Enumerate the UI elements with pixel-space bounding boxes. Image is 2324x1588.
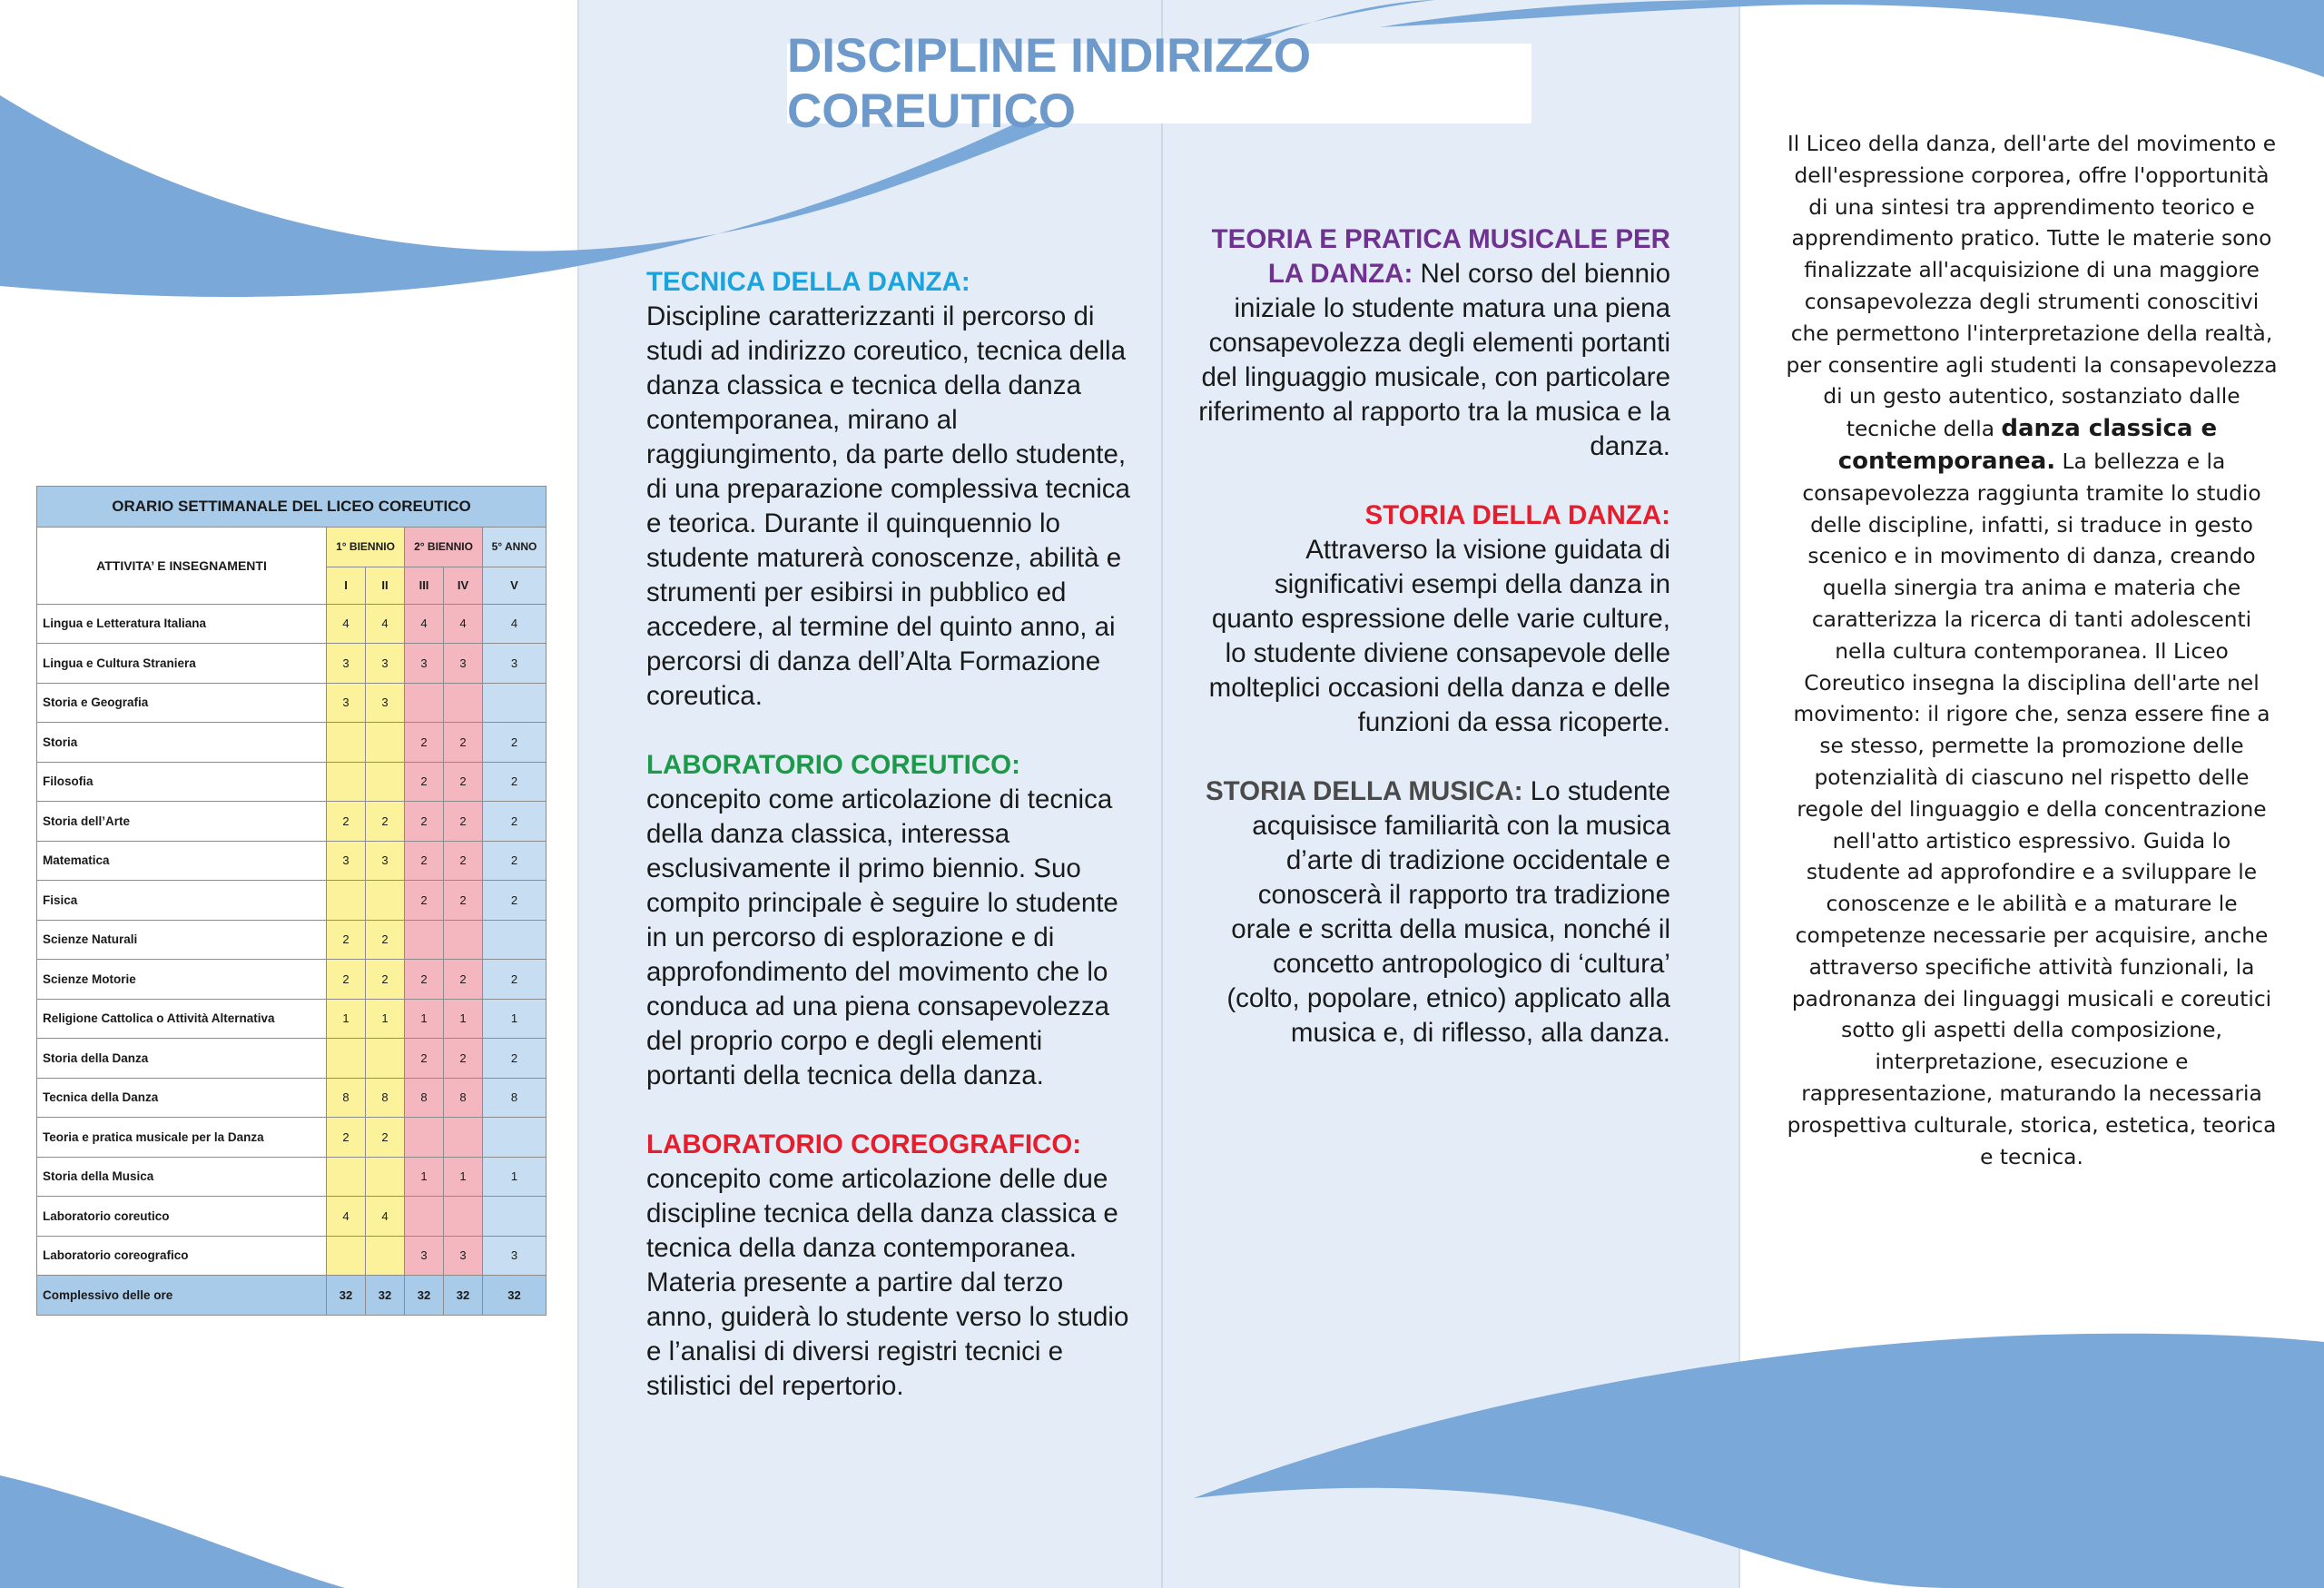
schedule-table (36, 486, 547, 1316)
bottom-left-wave (0, 1475, 345, 1588)
hours-cell: 1 (405, 1157, 444, 1197)
subject-cell: Laboratorio coreutico (37, 1197, 327, 1237)
hours-cell: 2 (483, 1039, 547, 1079)
hours-cell: 2 (444, 841, 483, 881)
table-row (37, 881, 547, 921)
subject-cell: Religione Cattolica o Attività Alternativa (37, 999, 327, 1039)
section-tecnica-danza (646, 265, 1137, 714)
hours-cell: 2 (327, 920, 366, 960)
year-header: II (366, 567, 405, 604)
hours-cell: 8 (483, 1078, 547, 1118)
hours-cell: 2 (405, 1039, 444, 1079)
section-heading: TEORIA E PRATICA MUSICALE PER LA DANZA: (1211, 224, 1670, 289)
hours-cell: 2 (405, 881, 444, 921)
hours-cell: 1 (444, 1157, 483, 1197)
hours-cell: 2 (327, 960, 366, 1000)
section-heading: STORIA DELLA DANZA: (1364, 500, 1670, 530)
hours-cell (483, 920, 547, 960)
hours-cell: 2 (444, 802, 483, 842)
total-label: Complessivo delle ore (37, 1276, 327, 1316)
table-row (37, 604, 547, 644)
hours-cell (405, 1118, 444, 1158)
hours-cell: 2 (483, 960, 547, 1000)
table-row (37, 960, 547, 1000)
section-heading: STORIA DELLA MUSICA: (1205, 776, 1523, 806)
table-row (37, 683, 547, 723)
subject-cell: Lingua e Letteratura Italiana (37, 604, 327, 644)
hours-cell: 8 (327, 1078, 366, 1118)
hours-cell: 4 (444, 604, 483, 644)
year-header: IV (444, 567, 483, 604)
group-header: 1° BIENNIO (327, 528, 405, 567)
table-row (37, 841, 547, 881)
table-row (37, 1078, 547, 1118)
section-body: Discipline caratterizzanti il percorso di studi ad indirizzo coreutico, tecnica della danza classica e tecnica della danza contemporanea, mirano al raggiungimento, da parte dello studente, di una preparazione complessiva tecnica e teorica. Durante il quinquennio lo studente maturerà conoscenze, abilità e strumenti per esibirsi in pubblico ed accedere, al termine del quinto anno, ai percorsi di danza dell’Alta Formazione coreutica. (646, 301, 1130, 711)
hours-cell: 3 (366, 644, 405, 684)
section-teoria-musicale (1198, 222, 1670, 464)
activity-header: ATTIVITA’ E INSEGNAMENTI (37, 528, 327, 605)
hours-cell: 3 (327, 683, 366, 723)
hours-cell (366, 1039, 405, 1079)
hours-cell: 2 (483, 881, 547, 921)
hours-cell (327, 1157, 366, 1197)
year-header: III (405, 567, 444, 604)
hours-cell (327, 1039, 366, 1079)
subject-cell: Scienze Naturali (37, 920, 327, 960)
hours-cell: 2 (327, 802, 366, 842)
hours-cell: 1 (483, 1157, 547, 1197)
subject-cell: Tecnica della Danza (37, 1078, 327, 1118)
subject-cell: Storia (37, 723, 327, 763)
hours-cell: 2 (444, 762, 483, 802)
hours-cell: 1 (405, 999, 444, 1039)
hours-cell: 2 (405, 960, 444, 1000)
subject-cell: Storia dell’Arte (37, 802, 327, 842)
hours-cell: 4 (366, 1197, 405, 1237)
hours-cell: 8 (444, 1078, 483, 1118)
table-caption: ORARIO SETTIMANALE DEL LICEO COREUTICO (37, 487, 547, 528)
hours-cell: 2 (366, 960, 405, 1000)
total-row (37, 1276, 547, 1316)
hours-cell: 1 (327, 999, 366, 1039)
hours-cell: 8 (405, 1078, 444, 1118)
hours-cell (444, 1197, 483, 1237)
hours-cell: 2 (366, 802, 405, 842)
section-heading: LABORATORIO COREUTICO: (646, 750, 1020, 780)
hours-cell: 2 (444, 723, 483, 763)
subject-cell: Storia della Musica (37, 1157, 327, 1197)
subject-cell: Scienze Motorie (37, 960, 327, 1000)
hours-cell: 8 (366, 1078, 405, 1118)
subject-cell: Fisica (37, 881, 327, 921)
intro-text-part: La bellezza e la consapevolezza raggiunta tramite lo studio delle discipline, infatti, si traduce in gesto scenico e in movimento di danza, creando quella sinergia tra anima e materia che caratterizza la ricerca di tanti adolescenti nella cultura contemporanea. Il Liceo Coreutico insegna la disciplina dell'arte nel movimento: il rigore che, senza essere fine a se stesso, permette la promozione delle potenzialità di ciascuno nel rispetto delle regole del linguaggio e della concentrazione nell'atto artistico espressivo. Guida lo studente ad approfondire e a sviluppare le conoscenze e le abilità e a maturare le competenze necessarie per acquisire, anche attraverso specifiche attività funzionali, la padronanza dei linguaggi musicali e coreutici sotto gli aspetti della composizione, interpretazione, esecuzione e rappresentazione, maturando la necessaria prospettiva culturale, storica, estetica, teorica e tecnica. (1787, 449, 2277, 1169)
hours-cell: 3 (366, 841, 405, 881)
table-row (37, 1039, 547, 1079)
section-heading: TECNICA DELLA DANZA: (646, 267, 970, 297)
section-laboratorio-coreografico (646, 1128, 1137, 1404)
hours-cell: 2 (405, 841, 444, 881)
subject-cell: Filosofia (37, 762, 327, 802)
hours-cell: 4 (327, 604, 366, 644)
hours-cell: 2 (366, 1118, 405, 1158)
hours-cell: 2 (405, 723, 444, 763)
total-cell: 32 (444, 1276, 483, 1316)
hours-cell: 3 (483, 644, 547, 684)
intro-text-bold: danza classica e contemporanea. (1837, 415, 2218, 475)
total-cell: 32 (483, 1276, 547, 1316)
table-row (37, 1157, 547, 1197)
section-body: concepito come articolazione di tecnica della danza classica, interessa esclusivamente il primo biennio. Suo compito principale è seguire lo studente in un percorso di esplorazione e di approfondimento del movimento che lo conduca ad una piena consapevolezza del proprio corpo e degli elementi portanti della tecnica della danza. (646, 784, 1118, 1090)
table-row (37, 1236, 547, 1276)
section-storia-musica (1198, 774, 1670, 1050)
hours-cell (483, 1197, 547, 1237)
group-header: 2° BIENNIO (405, 528, 483, 567)
hours-cell: 2 (444, 881, 483, 921)
hours-cell (366, 723, 405, 763)
hours-cell: 3 (405, 644, 444, 684)
hours-cell (327, 1236, 366, 1276)
hours-cell: 1 (483, 999, 547, 1039)
subject-cell: Storia e Geografia (37, 683, 327, 723)
column-courses-right (1198, 222, 1670, 1085)
total-cell: 32 (405, 1276, 444, 1316)
hours-cell: 4 (366, 604, 405, 644)
hours-cell (366, 1157, 405, 1197)
hours-cell (327, 762, 366, 802)
hours-cell: 2 (444, 1039, 483, 1079)
section-body: concepito come articolazione delle due discipline tecnica della danza classica e tecnica della danza contemporanea. Materia presente a partire dal terzo anno, guiderà lo studente verso lo studio e l’analisi di diversi registri tecnici e stilistici del repertorio. (646, 1164, 1129, 1401)
hours-cell: 2 (444, 960, 483, 1000)
table-row (37, 802, 547, 842)
total-cell: 32 (327, 1276, 366, 1316)
hours-cell: 1 (444, 999, 483, 1039)
section-body: Attraverso la visione guidata di significativi esempi della danza in quanto espressione delle varie culture, lo studente diviene consapevole delle molteplici occasioni della danza e delle funzioni da essa ricoperte. (1208, 535, 1670, 737)
bottom-right-wave (1194, 1334, 2324, 1588)
group-header: 5° ANNO (483, 528, 547, 567)
intro-text-part: Il Liceo della danza, dell'arte del movimento e dell'espressione corporea, offre l'opportunità di una sintesi tra apprendimento teorico e apprendimento pratico. Tutte le materie sono finalizzate all'acquisizione di una maggiore consapevolezza degli strumenti conoscitivi che permettono l'interpretazione della realtà, per consentire agli studenti la consapevolezza di un gesto autentico, sostanziato dalle tecniche della (1786, 132, 2278, 442)
hours-cell: 3 (327, 644, 366, 684)
hours-cell (405, 683, 444, 723)
hours-cell (444, 683, 483, 723)
total-cell: 32 (366, 1276, 405, 1316)
section-heading: LABORATORIO COREOGRAFICO: (646, 1129, 1082, 1159)
hours-cell (366, 1236, 405, 1276)
hours-cell: 3 (405, 1236, 444, 1276)
title-banner (787, 29, 1531, 138)
subject-cell: Matematica (37, 841, 327, 881)
subject-cell: Teoria e pratica musicale per la Danza (37, 1118, 327, 1158)
year-header: I (327, 567, 366, 604)
hours-cell: 3 (444, 644, 483, 684)
table-row (37, 644, 547, 684)
hours-cell (366, 881, 405, 921)
hours-cell (483, 683, 547, 723)
hours-cell: 2 (366, 920, 405, 960)
column-courses-left (646, 265, 1137, 1438)
table-row (37, 723, 547, 763)
hours-cell: 4 (405, 604, 444, 644)
hours-cell: 1 (366, 999, 405, 1039)
subject-cell: Laboratorio coreografico (37, 1236, 327, 1276)
table-row (37, 762, 547, 802)
hours-cell: 2 (405, 762, 444, 802)
hours-cell (483, 1118, 547, 1158)
table-row (37, 920, 547, 960)
hours-cell: 2 (327, 1118, 366, 1158)
hours-cell (444, 1118, 483, 1158)
year-header: V (483, 567, 547, 604)
hours-cell: 3 (483, 1236, 547, 1276)
hours-cell (405, 920, 444, 960)
hours-cell: 2 (483, 802, 547, 842)
intro-text (1785, 129, 2279, 1173)
subject-cell: Lingua e Cultura Straniera (37, 644, 327, 684)
hours-cell: 4 (483, 604, 547, 644)
hours-cell (327, 881, 366, 921)
hours-cell: 2 (483, 723, 547, 763)
schedule-rows (37, 604, 547, 1276)
hours-cell (366, 762, 405, 802)
hours-cell: 3 (366, 683, 405, 723)
section-body: Nel corso del biennio iniziale lo studente matura una piena consapevolezza degli elementi portanti del linguaggio musicale, con particolare riferimento al rapporto tra la musica e la danza. (1198, 259, 1670, 461)
table-row (37, 1197, 547, 1237)
section-storia-danza (1198, 498, 1670, 740)
hours-cell: 2 (405, 802, 444, 842)
section-laboratorio-coreutico (646, 748, 1137, 1093)
hours-cell: 3 (444, 1236, 483, 1276)
table-row (37, 999, 547, 1039)
hours-cell: 4 (327, 1197, 366, 1237)
hours-cell (444, 920, 483, 960)
hours-cell: 3 (327, 841, 366, 881)
hours-cell: 2 (483, 762, 547, 802)
hours-cell: 2 (483, 841, 547, 881)
table-row (37, 1118, 547, 1158)
hours-cell (405, 1197, 444, 1237)
hours-cell (327, 723, 366, 763)
subject-cell: Storia della Danza (37, 1039, 327, 1079)
page-title: DISCIPLINE INDIRIZZO COREUTICO (787, 29, 1312, 138)
section-body: Lo studente acquisisce familiarità con la musica d’arte di tradizione occidentale e conoscerà il rapporto tra tradizione orale e scritta della musica, nonché il concetto antropologico di ‘cultura’ (colto, popolare, etnico) applicato alla musica e, di riflesso, alla danza. (1226, 776, 1670, 1048)
